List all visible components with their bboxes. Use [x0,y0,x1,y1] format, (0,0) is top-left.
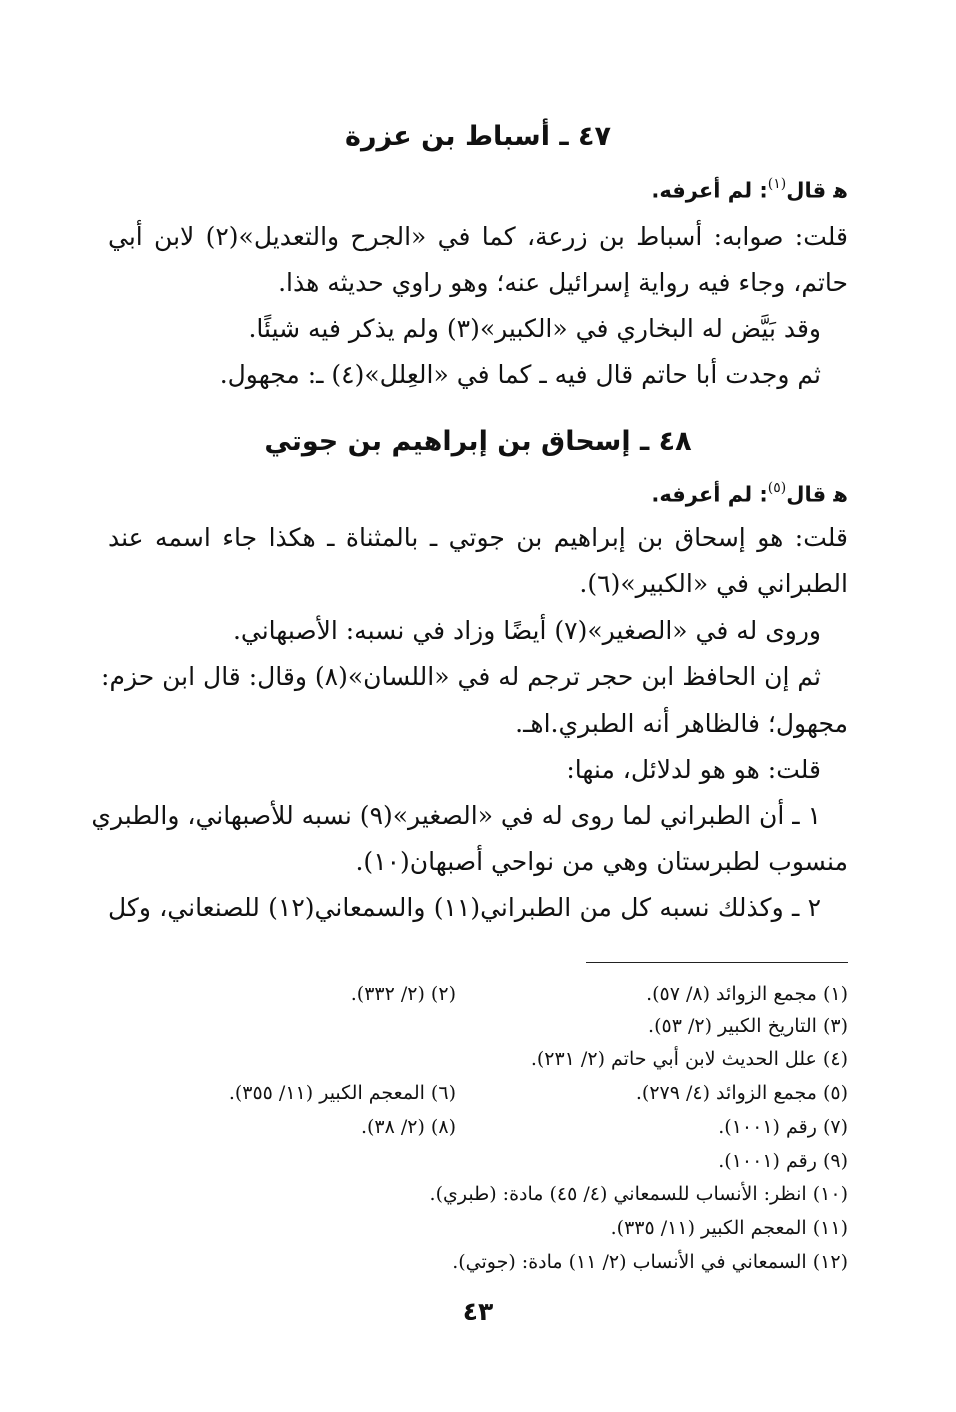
qal-line-48 [651,470,848,512]
footnote-ref-5: (٥) [767,480,787,496]
footnote-12: (١٢) السمعاني في الأنساب (٢/ ١١) مادة: (جوتي). [452,1251,848,1273]
footnote-4: (٤) علل الحديث لابن أبي حاتم (٢/ ٢٣١). [530,1048,848,1070]
paragraph-48-3-line-2: مجهول؛ فالظاهر أنه الطبري.اهـ. [515,709,848,738]
footnote-8: (٨) (٢/ ٣٨). [360,1116,456,1138]
paragraph-48-6-line-1: ٢ ـ وكذلك نسبه كل من الطبراني(١١) والسمعاني(١٢) للصنعاني، وكل [108,893,821,922]
footnote-6: (٦) المعجم الكبير (١١/ ٣٥٥). [228,1082,456,1104]
qal-label: ﻫ قال [786,482,848,507]
page-number: ٤٣ [462,1297,494,1326]
paragraph-47-2: وقد بَيَّض له البخاري في «الكبير»(٣) ولم يذكر فيه شيئًا. [248,314,821,343]
qal-text: : لم أعرفه. [651,482,768,507]
footnote-2: (٢) (٢/ ٣٣٢). [350,983,456,1005]
footnote-10: (١٠) انظر: الأنساب للسمعاني (٤/ ٤٥) مادة: (طبري). [429,1183,848,1205]
entry-heading-47: ٤٧ ـ أسباط بن عزرة [345,121,611,152]
paragraph-48-2: وروى له في «الصغير»(٧) أيضًا وزاد في نسبه: الأصبهاني. [232,616,821,645]
footnote-3: (٣) التاريخ الكبير (٢/ ٥٣). [648,1015,848,1037]
paragraph-48-1-line-2: الطبراني في «الكبير»(٦). [579,569,848,598]
qal-line-47 [651,166,848,208]
footnote-separator [586,962,848,963]
qal-label: ﻫ قال [786,178,848,203]
paragraph-48-4: قلت: هو هو لدلائل، منها: [566,755,821,784]
paragraph-47-1-line-2: حاتم، وجاء فيه رواية إسرائيل عنه؛ وهو راوي حديثه هذا. [278,268,848,297]
footnote-7: (٧) رقم (١٠٠١). [718,1116,848,1138]
paragraph-48-5-line-1: ١ ـ أن الطبراني لما روى له في «الصغير»(٩) نسبه للأصبهاني، والطبري [91,801,821,830]
paragraph-47-3: ثم وجدت أبا حاتم قال فيه ـ كما في «العِلل»(٤) ـ: مجهول. [219,360,821,389]
paragraph-48-3-line-1: ثم إن الحافظ ابن حجر ترجم له في «اللسان»(٨) وقال: قال ابن حزم: [101,662,821,691]
footnote-ref-1: (١) [767,176,787,192]
paragraph-48-5-line-2: منسوب لطبرستان وهي من نواحي أصبهان(١٠). [355,847,848,876]
footnote-11: (١١) المعجم الكبير (١١/ ٣٣٥). [610,1217,848,1239]
footnote-1: (١) مجمع الزوائد (٨/ ٥٧). [646,983,848,1005]
paragraph-48-1-line-1: قلت: هو إسحاق بن إبراهيم بن جوتي ـ بالمثناة ـ هكذا جاء اسمه عند [108,523,848,552]
footnote-5: (٥) مجمع الزوائد (٤/ ٢٧٩). [635,1082,848,1104]
qal-text: : لم أعرفه. [651,178,768,203]
entry-heading-48: ٤٨ ـ إسحاق بن إبراهيم بن جوتي [264,426,692,457]
footnote-9: (٩) رقم (١٠٠١). [718,1150,848,1172]
paragraph-47-1-line-1: قلت: صوابه: أسباط بن زرعة، كما في «الجرح والتعديل»(٢) لابن أبي [108,222,848,251]
